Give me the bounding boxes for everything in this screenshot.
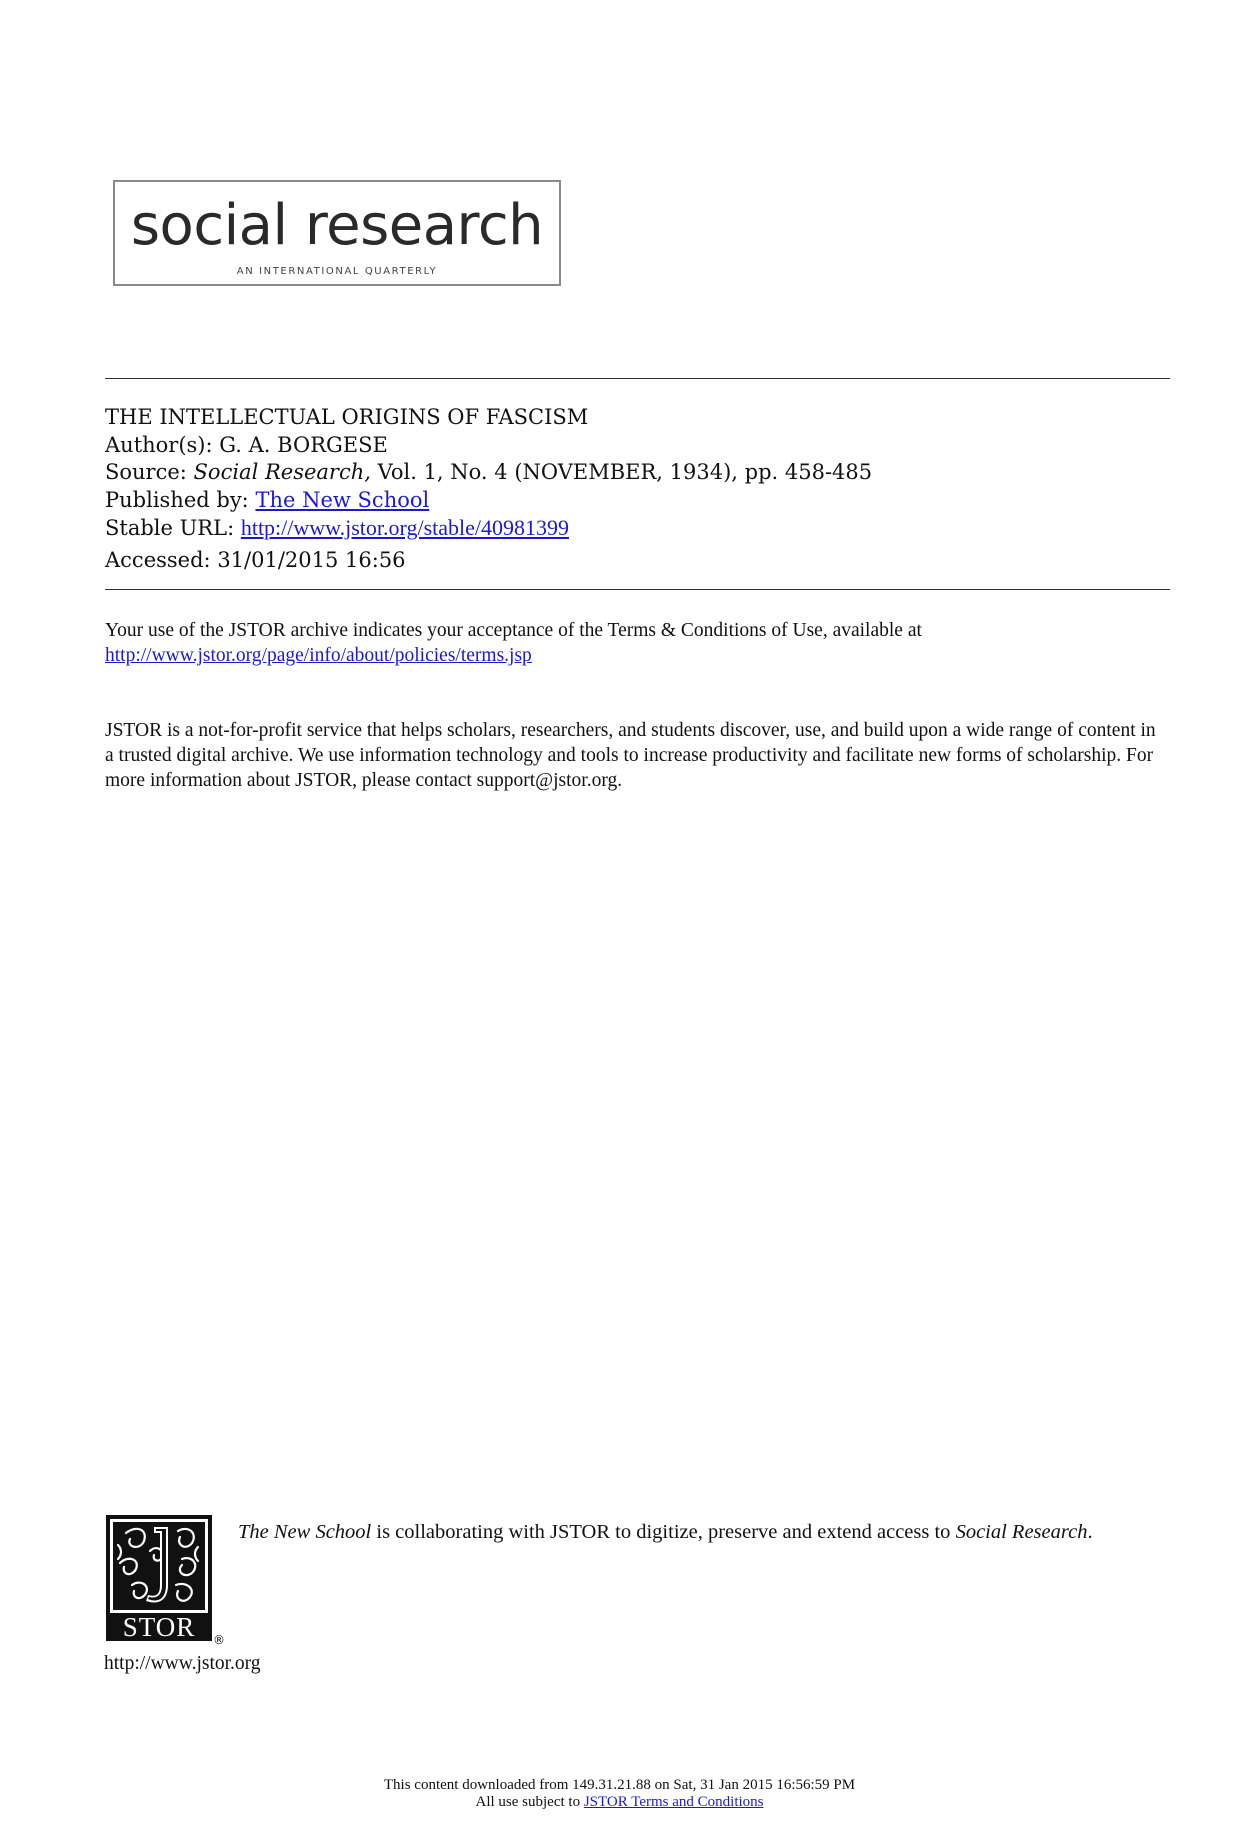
- download-info: This content downloaded from 149.31.21.88 on Sat, 31 Jan 2015 16:56:59 PM: [383, 1777, 856, 1793]
- journal-logo-title: social research: [130, 193, 544, 258]
- stable-url-link[interactable]: http://www.jstor.org/stable/40981399: [240, 515, 569, 540]
- jstor-about-paragraph: JSTOR is a not-for-profit service that helps scholars, researchers, and students discover, use, and build upon a wide range of content in a trusted digital archive. We use information technology and tools to increase productivity and facilitate new forms of scholarship. For more information about JSTOR, please contact support@jstor.org.: [105, 720, 1156, 791]
- jstor-emblem-icon: [106, 1515, 212, 1641]
- collab-journal: Social Research: [955, 1521, 1088, 1543]
- terms-text: Your use of the JSTOR archive indicates your acceptance of the Terms & Conditions of Use, available at: [105, 620, 922, 641]
- terms-footer-line: [0, 1794, 1239, 1811]
- author-line: [105, 432, 1165, 460]
- jstor-home-url: http://www.jstor.org: [104, 1653, 261, 1674]
- terms-footer-link[interactable]: JSTOR Terms and Conditions: [583, 1794, 764, 1810]
- terms-link[interactable]: http://www.jstor.org/page/info/about/policies/terms.jsp: [105, 645, 532, 666]
- jstor-wordmark: STOR: [122, 1612, 196, 1641]
- accessed-line: [105, 547, 1165, 575]
- collaboration-statement: [238, 1519, 1178, 1545]
- download-footer: [0, 1777, 1239, 1811]
- publisher-line: [105, 487, 1165, 515]
- stable-url-line: [105, 514, 1165, 543]
- terms-notice: [105, 618, 1165, 668]
- source-line: [105, 459, 1165, 487]
- source-details: Vol. 1, No. 4 (NOVEMBER, 1934), pp. 458-485: [377, 460, 873, 484]
- source-label: Source:: [105, 460, 187, 484]
- registered-mark: ®: [213, 1633, 225, 1647]
- source-journal: Social Research,: [193, 460, 371, 484]
- journal-logo-subtitle: AN INTERNATIONAL QUARTERLY: [236, 266, 438, 277]
- article-title: THE INTELLECTUAL ORIGINS OF FASCISM: [105, 405, 589, 429]
- author-label: Author(s):: [105, 432, 213, 457]
- bottom-divider: [105, 589, 1170, 590]
- publisher-label: Published by:: [105, 487, 249, 512]
- stable-url-label: Stable URL:: [105, 516, 235, 540]
- accessed-date: 31/01/2015 16:56: [217, 547, 406, 572]
- jstor-logo: [106, 1515, 212, 1641]
- terms-footer-prefix: All use subject to: [475, 1794, 584, 1810]
- author-name: G. A. BORGESE: [219, 432, 388, 457]
- collab-partner: The New School: [238, 1521, 372, 1543]
- collab-end: .: [1087, 1521, 1093, 1543]
- accessed-label: Accessed:: [105, 547, 211, 572]
- journal-logo: [113, 180, 561, 286]
- collab-middle: is collaborating with JSTOR to digitize, preserve and extend access to: [371, 1521, 956, 1543]
- publisher-link[interactable]: The New School: [255, 487, 430, 512]
- top-divider: [105, 378, 1170, 379]
- citation-block: [105, 404, 1165, 574]
